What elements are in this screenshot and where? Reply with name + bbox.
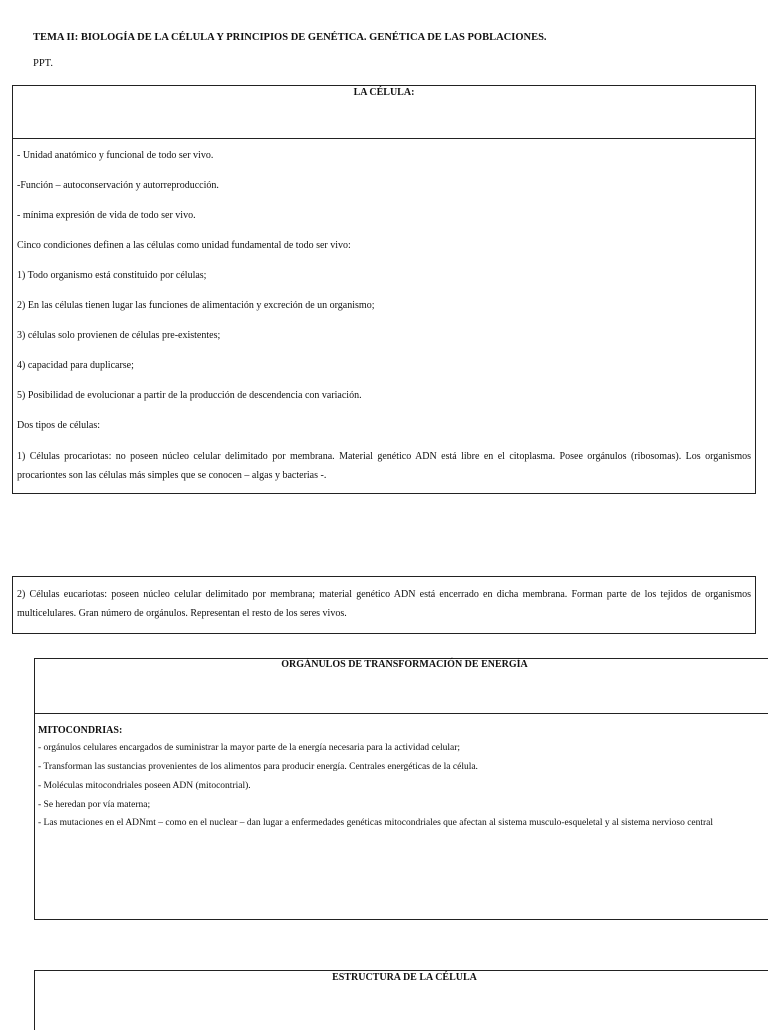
eucariotas-paragraph: 2) Células eucariotas: poseen núcleo celular delimitado por membrana; material genético ADN está encerrado en dicha membrana. Forman parte de los tejidos de organismos multicelulares. Gran número de orgánulos. Representan el resto de los seres vivos. bbox=[17, 589, 751, 619]
celula-table bbox=[12, 85, 756, 494]
procariotas-paragraph: 1) Células procariotas: no poseen núcleo celular delimitado por membrana. Material genético ADN está libre en el citoplasma. Posee orgánulos (ribosomas). Los organismos procariontes son las células más simples que se conocen – algas y bacterias -. bbox=[17, 451, 751, 481]
organulos-body bbox=[35, 714, 768, 829]
celula-line-2: -Función – autoconservación y autorreproducción. bbox=[17, 180, 219, 191]
celula-line-6: 2) En las células tienen lugar las funciones de alimentación y excreción de un organismo; bbox=[17, 300, 375, 311]
celula-line-9: 5) Posibilidad de evolucionar a partir de la producción de descendencia con variación. bbox=[17, 390, 362, 401]
estructura-header: ESTRUCTURA DE LA CÉLULA bbox=[332, 972, 477, 983]
organulos-header: ORGÁNULOS DE TRANSFORMACIÓN DE ENERGÍA bbox=[35, 659, 768, 714]
mutaciones-paragraph: - Las mutaciones en el ADNmt – como en el nuclear – dan lugar a enfermedades genéticas mitocondriales que afectan al sistema musculo-esqueletal y al sistema nervioso central bbox=[38, 818, 714, 828]
organulos-line-2: - Transforman las sustancias provenientes de los alimentos para producir energía. Centrales energéticas de la célula. bbox=[38, 762, 478, 772]
celula-line-4: Cinco condiciones definen a las células como unidad fundamental de todo ser vivo: bbox=[17, 240, 351, 251]
celula-line-7: 3) células solo provienen de células pre-existentes; bbox=[17, 330, 221, 341]
estructura-table bbox=[34, 970, 768, 1030]
celula-header: LA CÉLULA: bbox=[13, 86, 755, 139]
eucariotas-body bbox=[13, 577, 755, 623]
organulos-line-1: - orgánulos celulares encargados de suministrar la mayor parte de la energía necesaria para la actividad celular; bbox=[38, 743, 461, 753]
celula-body bbox=[13, 139, 755, 485]
organulos-line-3: - Moléculas mitocondriales poseen ADN (mitocontrial). bbox=[38, 781, 251, 791]
organulos-line-4: - Se heredan por vía materna; bbox=[38, 800, 151, 810]
document-subtitle: PPT. bbox=[33, 58, 53, 69]
celula-line-5: 1) Todo organismo está constituido por células; bbox=[17, 270, 207, 281]
mitocondrias-heading: MITOCONDRIAS: bbox=[38, 725, 123, 736]
organulos-table bbox=[34, 658, 768, 920]
celula-line-1: - Unidad anatómico y funcional de todo ser vivo. bbox=[17, 150, 214, 161]
eucariotas-table bbox=[12, 576, 756, 634]
celula-line-8: 4) capacidad para duplicarse; bbox=[17, 360, 134, 371]
document-title: TEMA II: BIOLOGÍA DE LA CÉLULA Y PRINCIPIOS DE GENÉTICA. GENÉTICA DE LAS POBLACIONES. bbox=[33, 32, 547, 43]
celula-line-10: Dos tipos de células: bbox=[17, 420, 101, 431]
celula-line-3: - mínima expresión de vida de todo ser vivo. bbox=[17, 210, 196, 221]
